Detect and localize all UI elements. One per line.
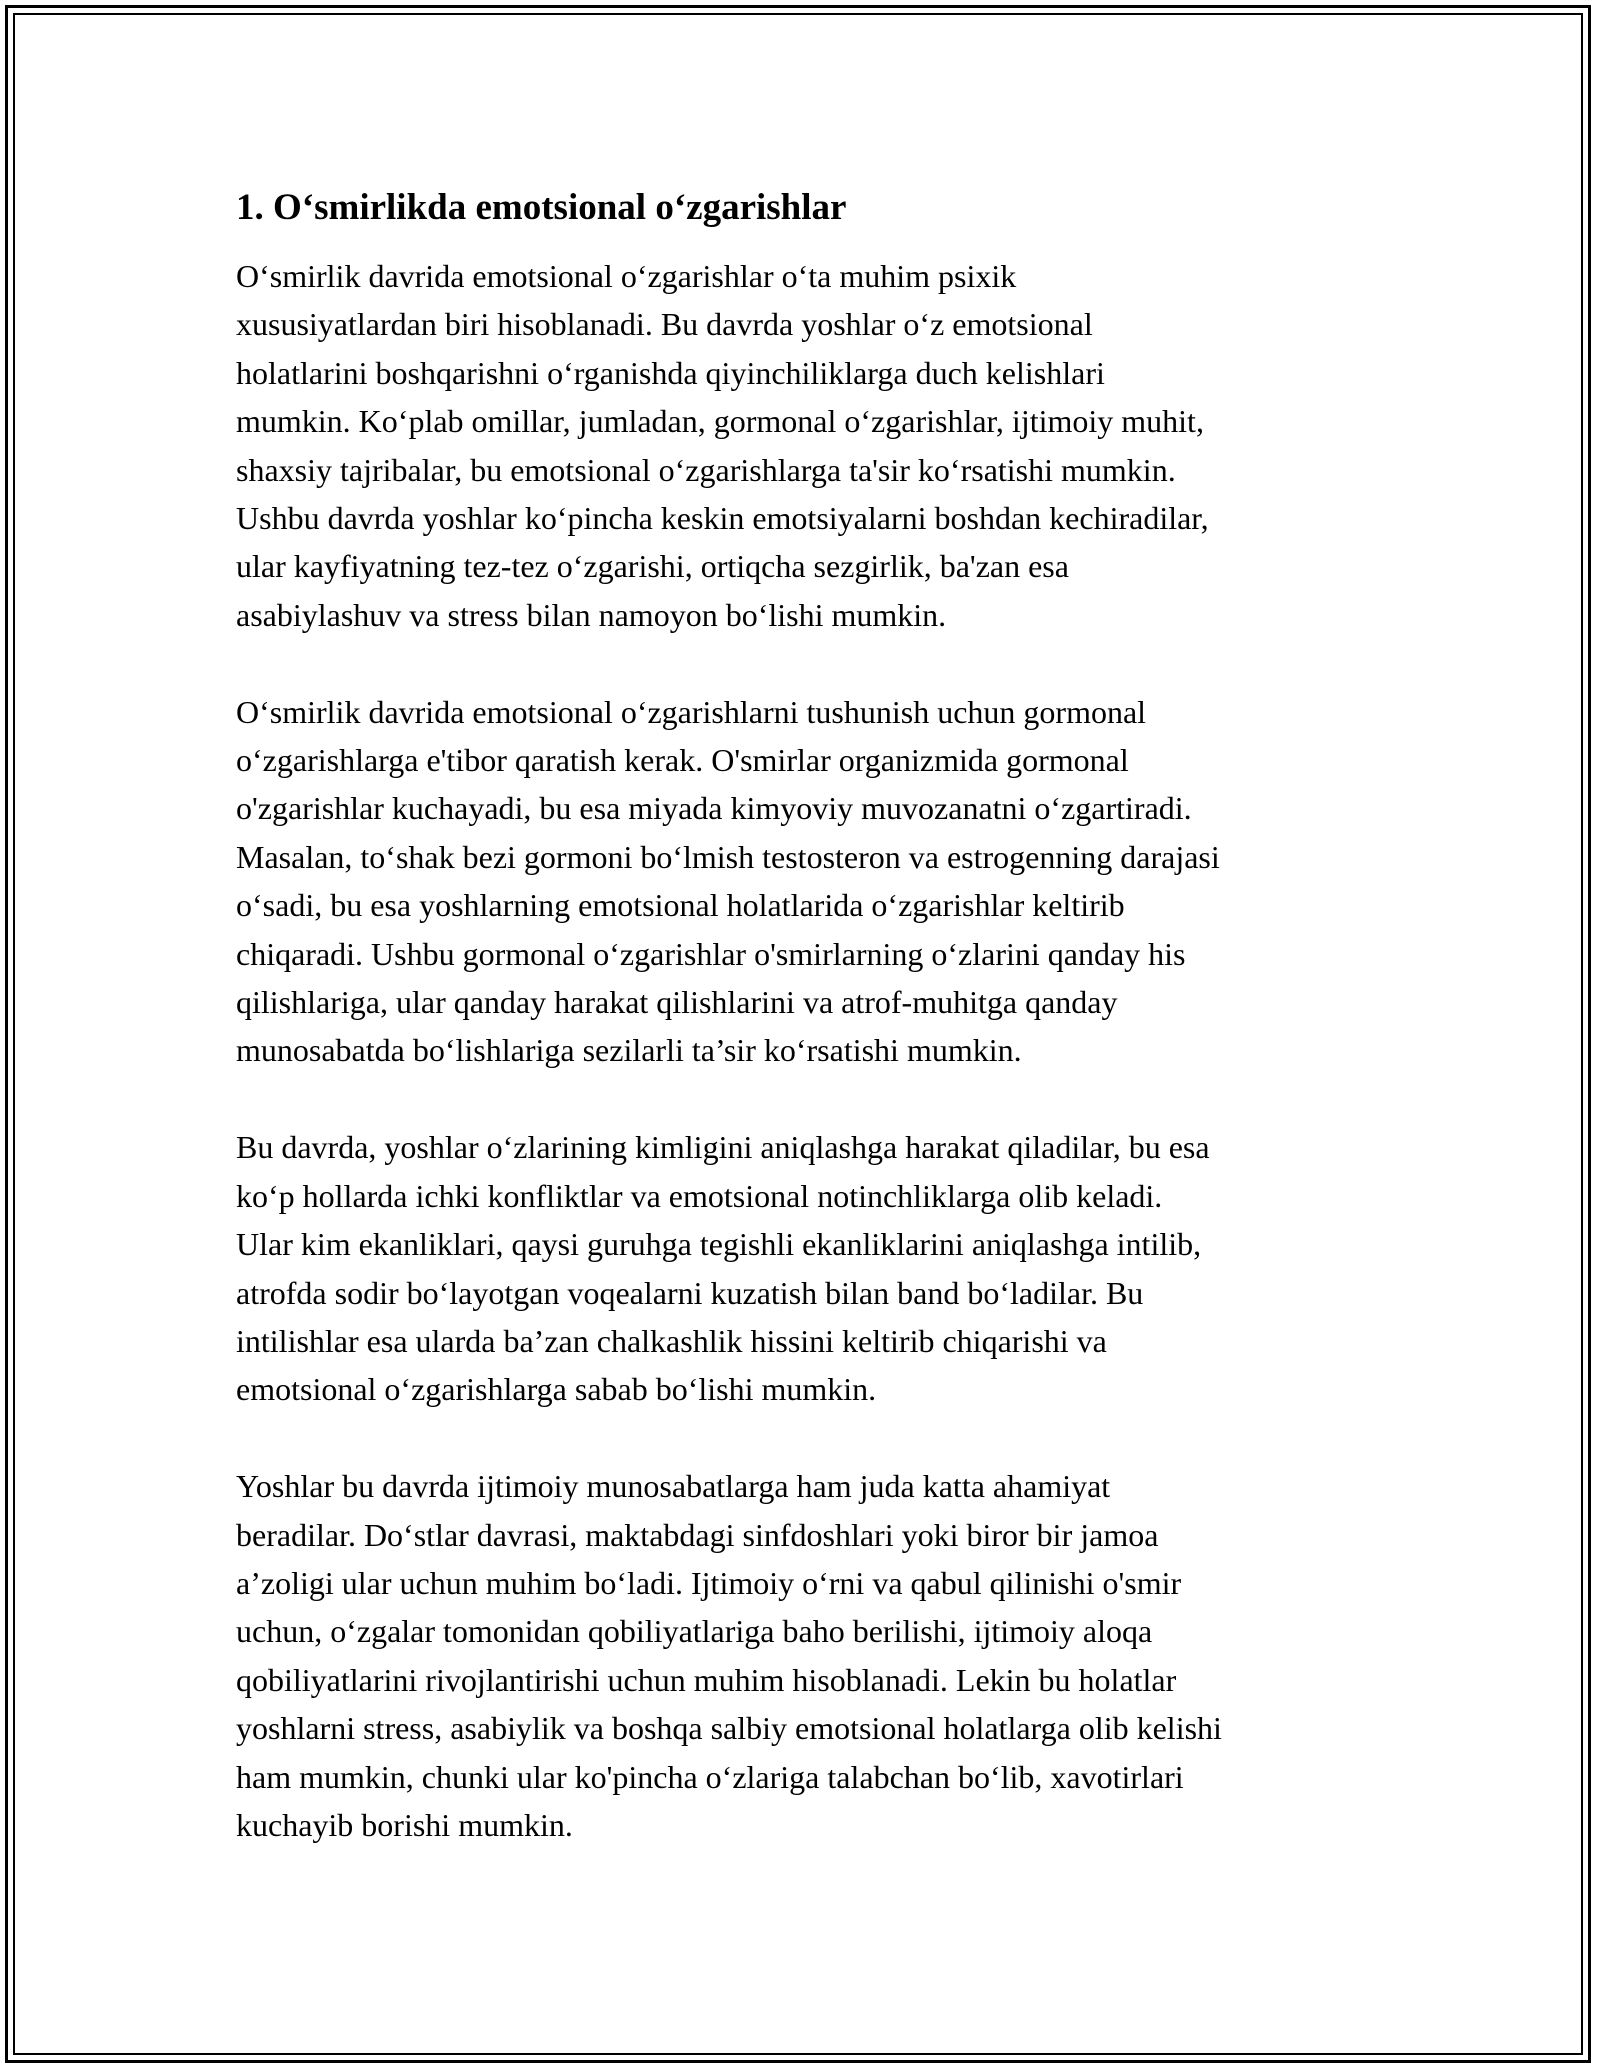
paragraph-line: Masalan, to‘shak bezi gormoni bo‘lmish testosteron va estrogenning darajasi (236, 838, 1220, 875)
paragraph-3 (236, 1123, 1376, 1413)
paragraph-line: Yoshlar bu davrda ijtimoiy munosabatlarga ham juda katta ahamiyat (236, 1468, 1111, 1505)
paragraph-line: asabiylashuv va stress bilan namoyon bo‘lishi mumkin. (236, 596, 947, 633)
paragraph-line: O‘smirlik davrida emotsional o‘zgarishlar o‘ta muhim psixik (236, 258, 1017, 294)
paragraph-line: chiqaradi. Ushbu gormonal o‘zgarishlar o'smirlarning o‘zlarini qanday his (236, 935, 1186, 972)
section-heading: 1. O‘smirlikda emotsional o‘zgarishlar (236, 187, 847, 228)
paragraph-line: beradilar. Do‘stlar davrasi, maktabdagi sinfdoshlari yoki biror bir jamoa (236, 1516, 1159, 1553)
paragraph-1 (236, 252, 1376, 639)
paragraph-line: Ular kim ekanliklari, qaysi guruhga tegishli ekanliklarini aniqlashga intilib, (236, 1226, 1202, 1263)
paragraph-4 (236, 1462, 1376, 1849)
paragraph-line: ular kayfiyatning tez-tez o‘zgarishi, ortiqcha sezgirlik, ba'zan esa (236, 548, 1069, 585)
paragraph-line: holatlarini boshqarishni o‘rganishda qiyinchiliklarga duch kelishlari (236, 354, 1105, 391)
paragraph-line: ko‘p hollarda ichki konfliktlar va emotsional notinchliklarga olib keladi. (236, 1177, 1163, 1214)
paragraph-line: kuchayib borishi mumkin. (236, 1806, 573, 1843)
paragraph-line: qobiliyatlarini rivojlantirishi uchun muhim hisoblanadi. Lekin bu holatlar (236, 1661, 1177, 1698)
paragraph-line: mumkin. Ko‘plab omillar, jumladan, gormonal o‘zgarishlar, ijtimoiy muhit, (236, 403, 1204, 440)
paragraph-line: yoshlarni stress, asabiylik va boshqa salbiy emotsional holatlarga olib kelishi (236, 1710, 1222, 1747)
document-body (236, 184, 1376, 1898)
paragraph-line: a’zoligi ular uchun muhim bo‘ladi. Ijtimoiy o‘rni va qabul qilinishi o'smir (236, 1564, 1182, 1601)
paragraph-line: Bu davrda, yoshlar o‘zlarining kimligini aniqlashga harakat qiladilar, bu esa (236, 1129, 1210, 1166)
paragraph-line: uchun, o‘zgalar tomonidan qobiliyatlariga baho berilishi, ijtimoiy aloqa (236, 1613, 1153, 1650)
paragraph-line: qilishlariga, ular qanday harakat qilishlarini va atrof-muhitga qanday (236, 984, 1118, 1021)
paragraph-2 (236, 688, 1376, 1075)
paragraph-line: o'zgarishlar kuchayadi, bu esa miyada kimyoviy muvozanatni o‘zgartiradi. (236, 790, 1192, 827)
paragraph-line: atrofda sodir bo‘layotgan voqealarni kuzatish bilan band bo‘ladilar. Bu (236, 1274, 1144, 1311)
paragraph-line: xususiyatlardan biri hisoblanadi. Bu davrda yoshlar o‘z emotsional (236, 306, 1093, 343)
paragraph-line: o‘sadi, bu esa yoshlarning emotsional holatlarida o‘zgarishlar keltirib (236, 887, 1125, 924)
paragraph-line: shaxsiy tajribalar, bu emotsional o‘zgarishlarga ta'sir ko‘rsatishi mumkin. (236, 451, 1176, 488)
paragraph-line: intilishlar esa ularda ba’zan chalkashlik hissini keltirib chiqarishi va (236, 1322, 1107, 1359)
paragraph-line: o‘zgarishlarga e'tibor qaratish kerak. O'smirlar organizmida gormonal (236, 742, 1129, 779)
paragraph-line: ham mumkin, chunki ular ko'pincha o‘zlariga talabchan bo‘lib, xavotirlari (236, 1758, 1184, 1795)
paragraph-line: Ushbu davrda yoshlar ko‘pincha keskin emotsiyalarni boshdan kechiradilar, (236, 500, 1209, 537)
paragraph-line: O‘smirlik davrida emotsional o‘zgarishlarni tushunish uchun gormonal (236, 693, 1147, 730)
paragraph-line: emotsional o‘zgarishlarga sabab bo‘lishi mumkin. (236, 1371, 877, 1408)
paragraph-line: munosabatda bo‘lishlariga sezilarli ta’sir ko‘rsatishi mumkin. (236, 1032, 1022, 1069)
